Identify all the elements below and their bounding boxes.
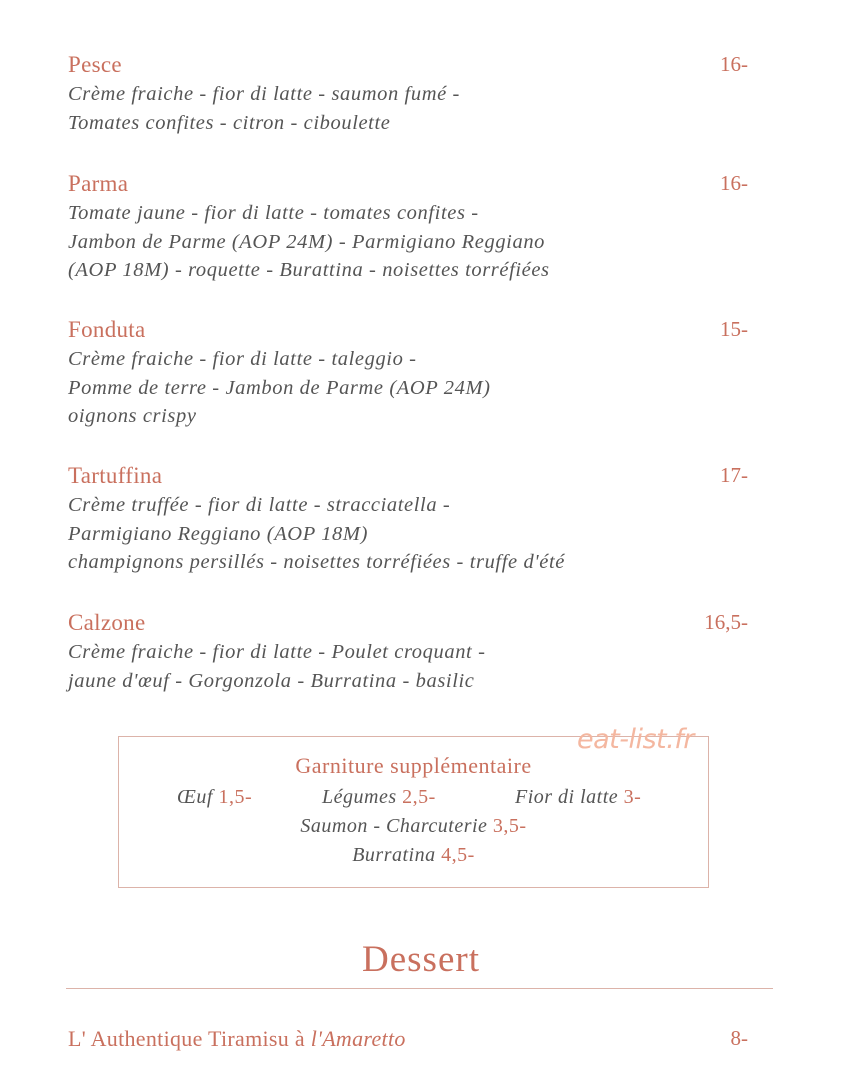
menu-item-pesce [68, 52, 748, 137]
garniture-label: Burratina [352, 844, 436, 866]
description-line: Tomate jaune - fior di latte - tomates confites - [68, 202, 479, 224]
garniture-price: 2,5- [402, 786, 436, 808]
item-description [68, 199, 748, 285]
garniture-price: 1,5- [218, 786, 253, 808]
description-line: Jambon de Parme (AOP 24M) - Parmigiano Reggiano [68, 230, 546, 253]
description-line: Crème fraiche - fior di latte - saumon fumé - [68, 83, 460, 105]
item-name: Parma [68, 171, 129, 196]
description-line: Tomates confites - citron - ciboulette [68, 111, 391, 134]
description-line: Crème fraiche - fior di latte - Poulet croquant - [68, 641, 486, 663]
item-price: 16,5- [704, 610, 748, 634]
menu-item-calzone [68, 610, 748, 695]
item-name: Pesce [68, 52, 122, 77]
description-line: Parmigiano Reggiano (AOP 18M) [68, 522, 368, 545]
description-line: Pomme de terre - Jambon de Parme (AOP 24M) [68, 376, 491, 399]
garniture-row [119, 783, 708, 812]
garniture-oeuf [177, 783, 252, 812]
garniture-label: Œuf [177, 786, 213, 808]
garniture-burratina [119, 841, 708, 870]
watermark: eat-list.fr [577, 724, 694, 755]
item-description [68, 491, 748, 577]
item-description [68, 80, 748, 137]
garniture-box [118, 736, 709, 888]
garniture-fior [515, 783, 641, 812]
item-description [68, 638, 748, 695]
item-name [68, 1026, 406, 1052]
item-price: 15- [720, 317, 748, 341]
item-name: Tartuffina [68, 463, 163, 488]
description-line: (AOP 18M) - roquette - Burattina - noisettes torréfiées [68, 259, 550, 281]
item-description [68, 345, 748, 431]
item-name-italic: l'Amaretto [310, 1026, 406, 1051]
garniture-label: Saumon - Charcuterie [300, 815, 488, 837]
garniture-legumes [322, 783, 436, 812]
section-divider [66, 988, 773, 989]
menu-item-tiramisu [68, 1026, 748, 1056]
garniture-saumon [119, 812, 708, 841]
section-title-dessert: Dessert [362, 939, 480, 980]
description-line: Crème truffée - fior di latte - stracciatella - [68, 494, 451, 516]
description-line: Crème fraiche - fior di latte - taleggio - [68, 348, 417, 370]
item-name: Calzone [68, 610, 146, 635]
item-name: Fonduta [68, 317, 146, 342]
item-price: 16- [720, 171, 748, 195]
garniture-label: Légumes [322, 786, 397, 808]
menu-item-fonduta [68, 317, 748, 431]
item-price: 8- [730, 1026, 748, 1050]
item-name-regular: L' Authentique Tiramisu à [68, 1026, 305, 1051]
description-line: champignons persillés - noisettes torréfiées - truffe d'été [68, 551, 565, 573]
description-line: jaune d'œuf - Gorgonzola - Burratina - basilic [68, 669, 475, 692]
garniture-price: 4,5- [441, 844, 475, 866]
garniture-price: 3- [623, 786, 642, 808]
item-price: 16- [720, 52, 748, 76]
menu-item-tartuffina [68, 463, 748, 577]
item-price: 17- [720, 463, 748, 487]
garniture-title: Garniture supplémentaire [295, 753, 532, 778]
menu-item-parma [68, 171, 748, 285]
garniture-label: Fior di latte [515, 786, 619, 808]
garniture-price: 3,5- [492, 815, 527, 837]
description-line: oignons crispy [68, 405, 197, 427]
